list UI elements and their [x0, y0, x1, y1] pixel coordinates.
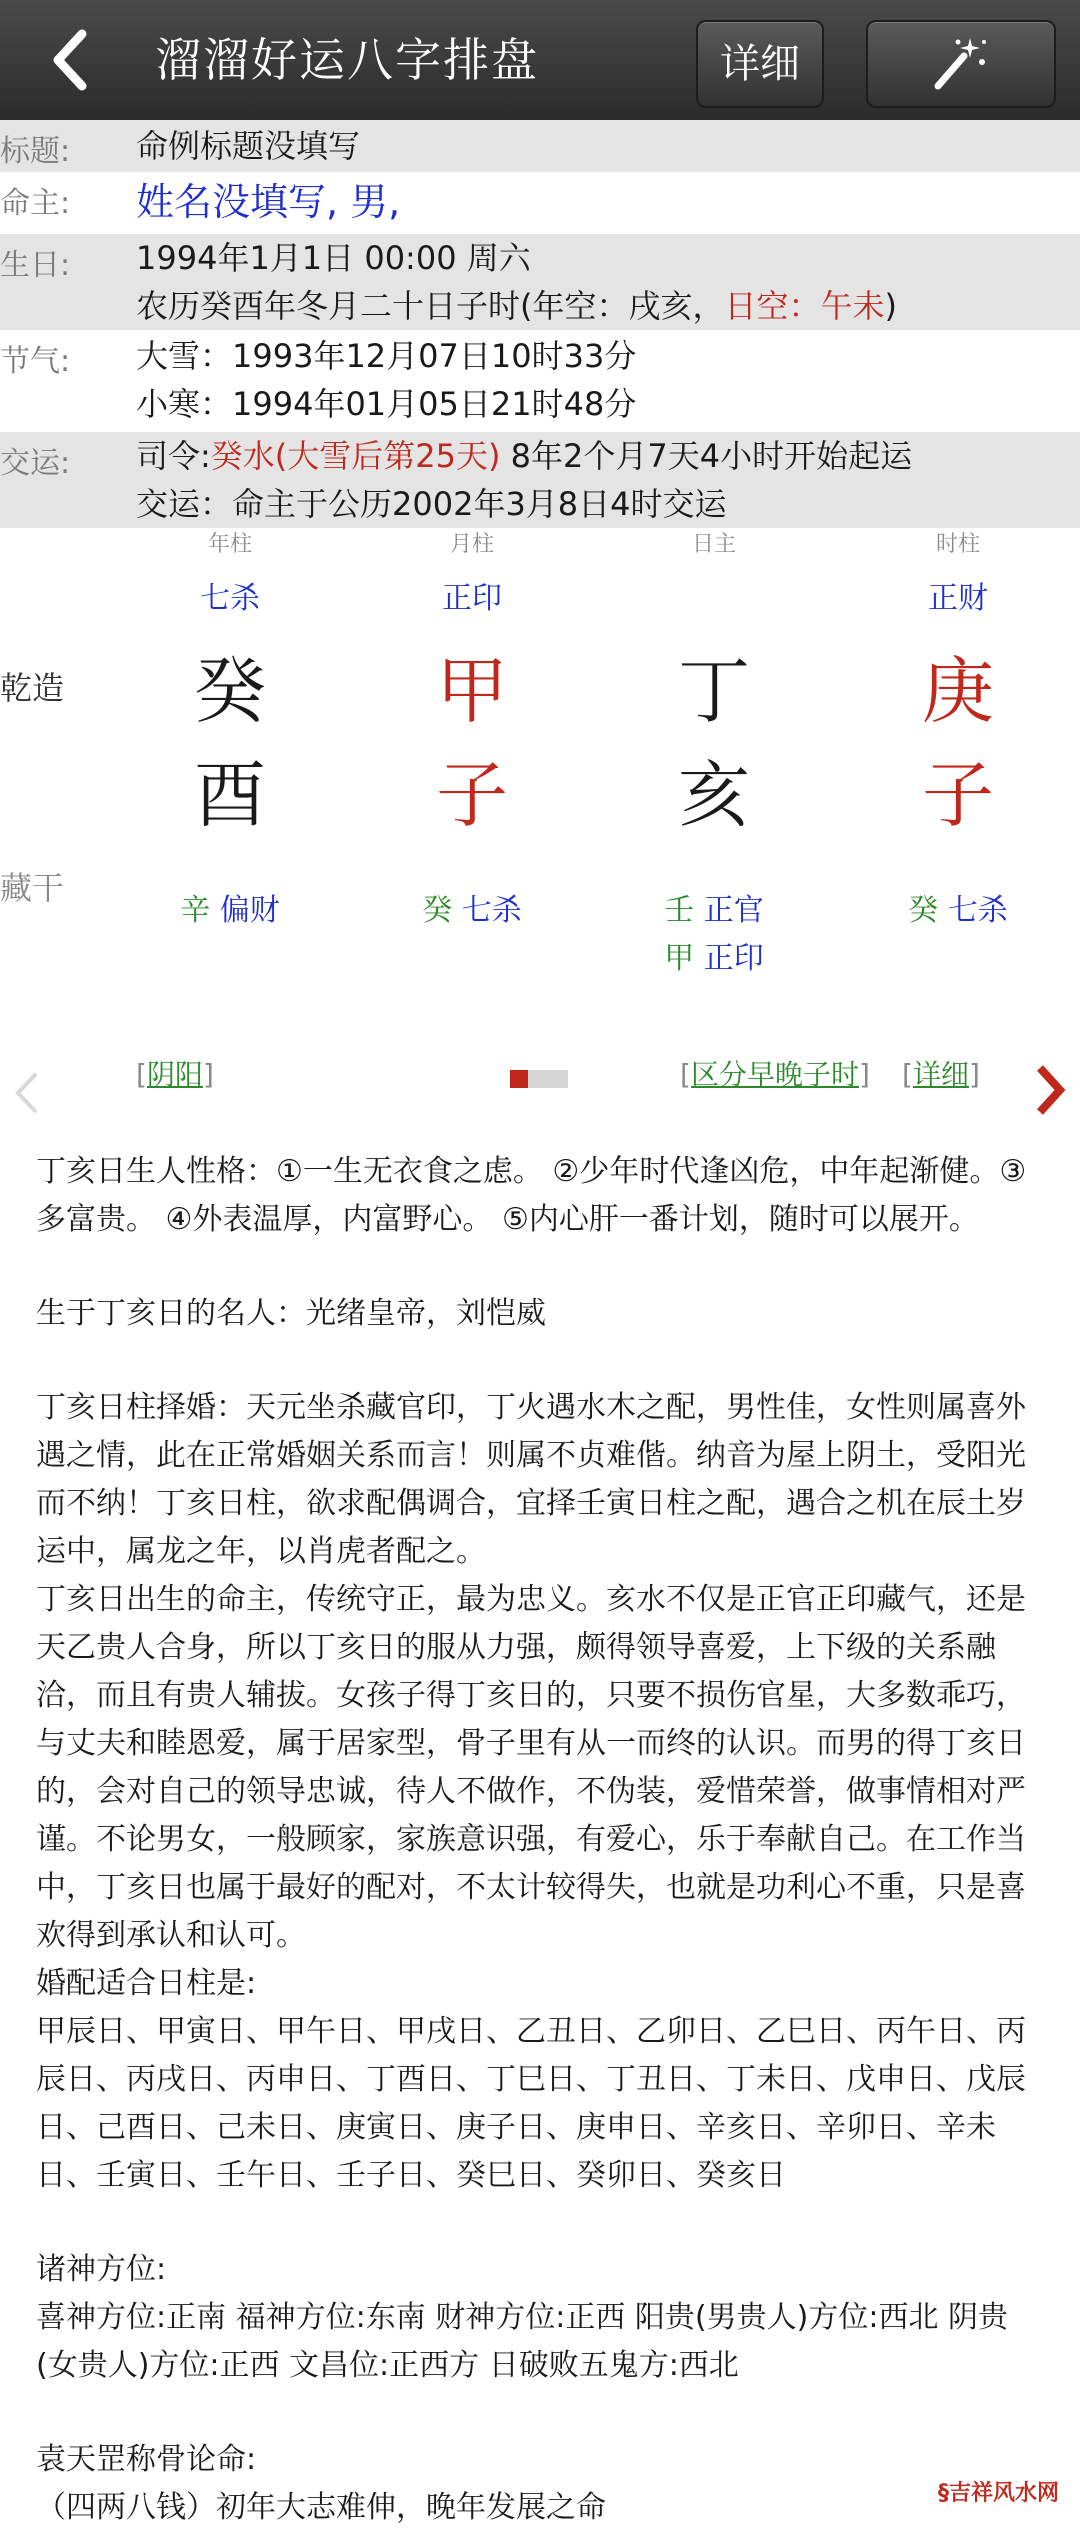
birth-solar: 1994年1月1日 00:00 周六 — [136, 239, 531, 277]
earthly-branch: 酉 — [193, 753, 266, 837]
next-page-icon[interactable] — [1030, 1060, 1070, 1124]
title-label: 标题: — [0, 134, 71, 169]
pillar-head: 月柱 — [449, 532, 494, 557]
owner-label: 命主: — [0, 186, 71, 221]
back-arrow-icon[interactable] — [44, 28, 104, 92]
stem-shen: 正印 — [442, 581, 502, 616]
qianzao-label: 乾造 — [0, 669, 65, 707]
page-dot — [528, 1070, 568, 1088]
page-dot-active — [510, 1070, 528, 1088]
celebrities-text: 生于丁亥日的名人：光绪皇帝，刘恺威 — [36, 1296, 546, 1331]
page-indicator — [510, 1070, 568, 1092]
bazi-chart — [0, 525, 1080, 1025]
pillar-day[interactable] — [634, 525, 794, 983]
hidden-stem-2 — [634, 935, 794, 983]
siling-value: 癸水(大雪后第25天) — [210, 437, 501, 475]
pillar-head: 年柱 — [207, 532, 252, 557]
heavenly-stem: 甲 — [435, 649, 508, 733]
title-value: 命例标题没填写 — [136, 127, 361, 165]
yinyang-text: 阴阳 — [146, 1058, 203, 1091]
heavenly-stem: 丁 — [677, 649, 750, 733]
zaowan-text: 区分早晚子时 — [690, 1058, 859, 1091]
stem-shen — [634, 577, 794, 621]
match-heading: 婚配适合日柱是: — [36, 1966, 257, 2001]
day-pillar-description: 丁亥日出生的命主，传统守正，最为忠义。亥水不仅是正官正印藏气，还是天乙贵人合身，所以丁亥日的服从力强，颇得领导喜爱，上下级的关系融洽，而且有贵人辅拔。女孩子得丁亥日的，只要不损伤官星，大多数乖巧，与丈夫和睦恩爱，属于居家型，骨子里有从一而终的认识。而男的得丁亥日的，会对自己的领导忠诚，待人不做作，不伪装，爱惜荣誉，做事情相对严谨。不论男女，一般顾家，家族意识强，有爱心，乐于奉献自己。在工作当中，丁亥日也属于最好的配对，不太计较得失，也就是功利心不重，只是喜欢得到承认和认可。 — [36, 1582, 1026, 1953]
pillar-month[interactable] — [392, 525, 552, 935]
analysis-content — [36, 1148, 1046, 2532]
zaowan-link[interactable]: [区分早晚子时] — [680, 1058, 870, 1091]
jieqi-label: 节气: — [0, 344, 71, 379]
jiaoyun-row — [0, 432, 1080, 528]
info-section — [0, 120, 1080, 528]
birth-label: 生日: — [0, 248, 71, 283]
yinyang-link[interactable]: [阴阳] — [136, 1058, 214, 1091]
hidden-stem — [878, 887, 1038, 935]
birth-row — [0, 234, 1080, 330]
hidden-shen: 偏财 — [219, 893, 280, 928]
owner-value: 姓名没填写, 男, — [136, 180, 401, 224]
watermark-logo-icon: § — [938, 2481, 949, 2506]
jiaoyun-line: 交运：命主于公历2002年3月8日4时交运 — [136, 485, 727, 523]
chart-detail-text: 详细 — [912, 1058, 969, 1091]
hidden-gan: 壬 — [664, 893, 695, 928]
site-watermark — [938, 2476, 1059, 2507]
earthly-branch: 子 — [921, 753, 994, 837]
pillar-head: 日主 — [691, 532, 736, 557]
lunar-close: ) — [884, 287, 897, 325]
top-bar — [0, 0, 1080, 120]
deity-heading: 诸神方位: — [36, 2252, 167, 2287]
title-row — [0, 120, 1080, 172]
bone-weight-heading: 袁天罡称骨论命: — [36, 2442, 257, 2477]
prev-page-icon[interactable] — [12, 1068, 42, 1122]
hidden-gan: 癸 — [422, 893, 453, 928]
pillar-hour[interactable] — [878, 525, 1038, 935]
qiyun-text: 8年2个月7天4小时开始起运 — [500, 437, 913, 475]
birth-lunar — [136, 282, 1080, 330]
jieqi-daxue: 大雪：1993年12月07日10时33分 — [136, 337, 637, 375]
jieqi-row — [0, 330, 1080, 432]
marriage-choice-text: 丁亥日柱择婚：天元坐杀藏官印，丁火遇水木之配，男性佳，女性则属喜外遇之情，此在正常婚姻关系而言！则属不贞难偕。纳音为屋上阴土，受阳光而不纳！丁亥日柱，欲求配偶调合，宜择壬寅日柱之配，遇合之机在辰土岁运中，属龙之年，以肖虎者配之。 — [36, 1390, 1026, 1569]
heavenly-stem: 庚 — [921, 649, 994, 733]
canggan-label: 藏干 — [0, 869, 65, 907]
deity-directions: 喜神方位:正南 福神方位:东南 财神方位:正西 阳贵(男贵人)方位:西北 阴贵(女贵人)方位:正西 文昌位:正西方 日破败五鬼方:西北 — [36, 2300, 1008, 2383]
hidden-gan: 甲 — [664, 941, 695, 976]
hidden-gan: 癸 — [908, 893, 939, 928]
lunar-text: 农历癸酉年冬月二十日子时(年空：戌亥， — [136, 287, 725, 325]
pillar-head: 时柱 — [935, 532, 980, 557]
hidden-shen: 正官 — [703, 893, 764, 928]
hidden-shen: 正印 — [703, 941, 764, 976]
siling-line — [136, 432, 1080, 480]
chart-links-row — [0, 1050, 1080, 1130]
chart-detail-link[interactable]: [详细] — [902, 1058, 980, 1091]
stem-shen: 七杀 — [200, 581, 260, 616]
day-void-text: 日空：午未 — [724, 287, 885, 325]
magic-wand-button[interactable] — [866, 20, 1056, 108]
jiaoyun-label: 交运: — [0, 446, 71, 481]
pillar-year[interactable] — [150, 525, 310, 935]
earthly-branch: 子 — [435, 753, 508, 837]
bone-weight-text: （四两八钱）初年大志难伸，晚年发展之命 — [36, 2490, 606, 2525]
hidden-gan: 辛 — [180, 893, 211, 928]
earthly-branch: 亥 — [677, 753, 750, 837]
app-title: 溜溜好运八字排盘 — [155, 33, 539, 87]
match-list: 甲辰日、甲寅日、甲午日、甲戌日、乙丑日、乙卯日、乙巳日、丙午日、丙辰日、丙戌日、丙申日、丁酉日、丁巳日、丁丑日、丁未日、戊申日、戊辰日、己酉日、己未日、庚寅日、庚子日、庚申日、辛亥日、辛卯日、辛未日、壬寅日、壬午日、壬子日、癸巳日、癸卯日、癸亥日 — [36, 2014, 1026, 2193]
heavenly-stem: 癸 — [193, 649, 266, 733]
hidden-shen: 七杀 — [947, 893, 1008, 928]
hidden-stem-1 — [634, 887, 794, 935]
personality-text: 丁亥日生人性格：①一生无衣食之虑。 ②少年时代逢凶危，中年起渐健。③多富贵。 ④外表温厚，内富野心。 ⑤内心肝一番计划，随时可以展开。 — [36, 1154, 1027, 1237]
hidden-stem — [150, 887, 310, 935]
jieqi-xiaohan: 小寒：1994年01月05日21时48分 — [136, 385, 637, 423]
owner-row — [0, 172, 1080, 234]
siling-label: 司令: — [136, 437, 211, 475]
hidden-stem — [634, 887, 794, 983]
watermark-text: 吉祥风水网 — [949, 2481, 1060, 2506]
hidden-shen: 七杀 — [461, 893, 522, 928]
hidden-stem — [392, 887, 552, 935]
stem-shen: 正财 — [928, 581, 988, 616]
detail-button[interactable]: 详细 — [696, 20, 824, 108]
magic-wand-icon — [928, 34, 992, 94]
